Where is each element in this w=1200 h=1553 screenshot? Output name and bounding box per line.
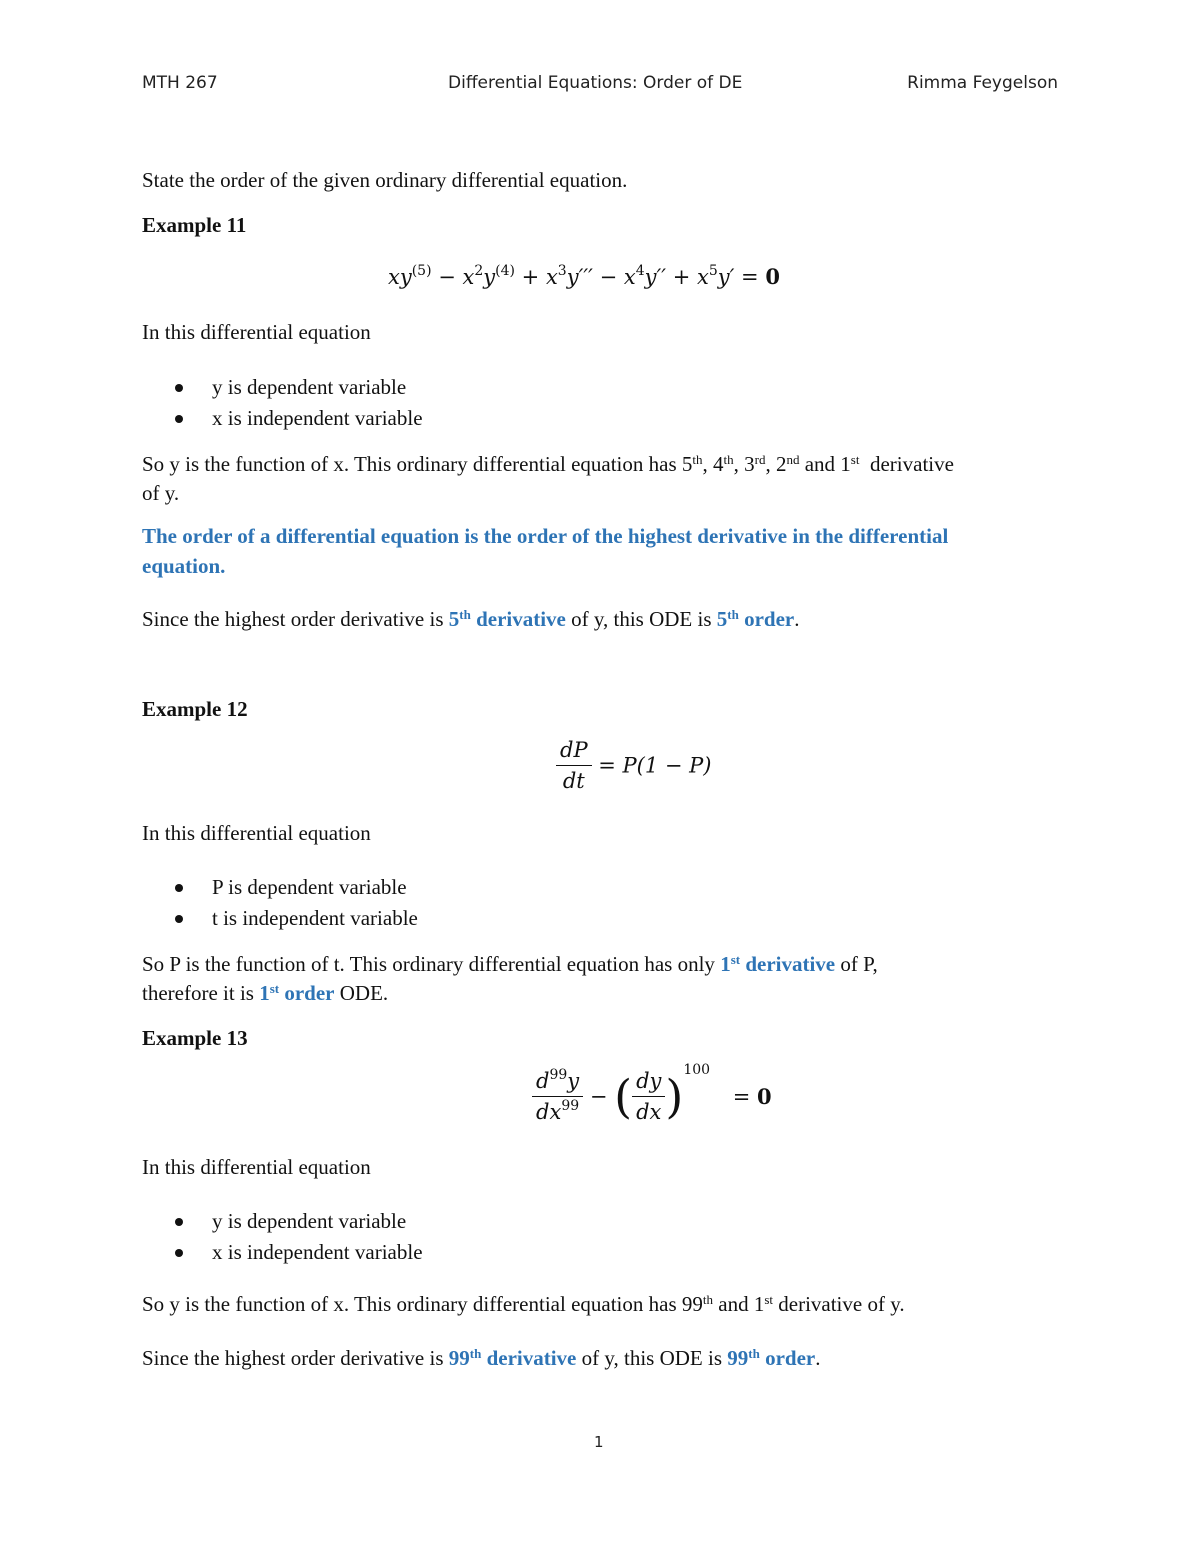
eq11-op: − — [431, 265, 463, 289]
highlight: 1 — [720, 952, 731, 976]
highlight: order — [279, 981, 335, 1005]
eq11-sup: 3 — [557, 263, 567, 279]
ordinal-sup: th — [723, 452, 734, 467]
eq11-sup: 4 — [635, 263, 645, 279]
list-item: P is dependent variable — [175, 872, 418, 903]
example-11-conclusion — [142, 604, 799, 634]
highlight: order — [738, 607, 795, 631]
right-paren: ) — [665, 1069, 684, 1124]
example-12-so-line-2 — [142, 978, 388, 1008]
highlight: derivative — [481, 1346, 577, 1370]
example-11-equation — [388, 264, 780, 289]
highlight: 5 — [448, 607, 460, 631]
text-run: of y, this ODE is — [576, 1346, 728, 1370]
eq11-sup: 5 — [708, 263, 718, 279]
text-run: Since the highest order derivative is — [142, 1346, 449, 1370]
page-number: 1 — [594, 1433, 604, 1451]
example-13-title: Example 13 — [142, 1026, 248, 1050]
left-paren: ( — [614, 1069, 633, 1124]
ordinal-sup: st — [764, 1292, 773, 1307]
fraction-numerator: dy — [632, 1068, 665, 1097]
example-12-so-line-1 — [142, 949, 878, 979]
eq13-term: y — [567, 1069, 580, 1093]
fraction — [532, 1068, 583, 1125]
ordinal-sup: th — [469, 1346, 482, 1361]
eq11-sup: (5) — [411, 263, 432, 279]
example-13-equation — [532, 1062, 772, 1125]
example-11-in-this: In this differential equation — [142, 320, 371, 344]
ordinal-sup: st — [269, 981, 280, 996]
eq13-sup: 99 — [561, 1098, 580, 1114]
text-run: So P is the function of t. This ordinary differential equation has only — [142, 952, 721, 976]
list-item: t is independent variable — [175, 903, 418, 934]
text-run: So y is the function of x. This ordinary differential equation has 99 — [142, 1292, 703, 1316]
highlight: 99 — [448, 1346, 470, 1370]
example-11-bullets — [175, 372, 423, 434]
example-11-so-line-1 — [142, 449, 954, 479]
eq11-op: = — [734, 265, 766, 289]
eq11-zero: 0 — [765, 264, 780, 289]
ordinal-sup: st — [850, 452, 860, 467]
fraction-numerator — [532, 1068, 583, 1097]
eq12-rhs: = P(1 − P) — [591, 753, 712, 778]
definition-line-2: equation. — [142, 554, 226, 578]
eq11-sup: 2 — [474, 263, 484, 279]
eq13-zero: 0 — [757, 1084, 772, 1109]
eq11-sup: (4) — [495, 263, 515, 279]
eq13-term: dx — [536, 1100, 562, 1124]
highlight: order — [759, 1346, 816, 1370]
header-author: Rimma Feygelson — [907, 73, 1058, 93]
fraction-denominator — [532, 1097, 583, 1125]
definition-line-1: The order of a differential equation is the order of the highest derivative in the differential — [142, 524, 949, 548]
eq13-sup: 99 — [549, 1067, 568, 1083]
example-12-title: Example 12 — [142, 697, 248, 721]
example-13-so-line — [142, 1289, 905, 1319]
highlight: 99 — [727, 1346, 749, 1370]
eq13-term: d — [536, 1069, 550, 1093]
fraction-numerator: dP — [556, 737, 592, 766]
text-run: ODE. — [334, 981, 389, 1005]
list-item: x is independent variable — [175, 403, 423, 434]
eq11-term: x — [545, 265, 558, 289]
eq11-term: x — [623, 265, 636, 289]
highlight: 1 — [259, 981, 270, 1005]
eq11-op: + — [666, 265, 697, 289]
ordinal-sup: rd — [754, 452, 766, 467]
fraction-denominator: dx — [636, 1100, 662, 1124]
ordinal-sup: th — [748, 1346, 760, 1361]
text-run: . — [815, 1346, 821, 1370]
text-run: and 1 — [799, 452, 851, 476]
text-run: , 3 — [733, 452, 755, 476]
example-13-bullets — [175, 1206, 423, 1268]
ordinal-sup: th — [459, 607, 471, 622]
text-run: therefore it is — [142, 981, 260, 1005]
ordinal-sup: th — [727, 607, 739, 622]
ordinal-sup: th — [702, 1292, 713, 1307]
eq11-term: x — [462, 265, 475, 289]
text-run: derivative of y. — [773, 1292, 905, 1316]
highlight: derivative — [470, 607, 566, 631]
list-item: y is dependent variable — [175, 1206, 423, 1237]
text-run: . — [794, 607, 800, 631]
example-11-title: Example 11 — [142, 213, 247, 237]
intro-text: State the order of the given ordinary differential equation. — [142, 168, 628, 192]
example-12-in-this: In this differential equation — [142, 821, 371, 845]
text-run: Since the highest order derivative is — [142, 607, 449, 631]
eq13-minus: − — [583, 1084, 615, 1109]
header-title: Differential Equations: Order of DE — [448, 73, 743, 93]
eq13-equals: = — [726, 1084, 758, 1109]
list-item: y is dependent variable — [175, 372, 423, 403]
eq11-term: xy — [388, 265, 412, 289]
text-run: derivative — [859, 452, 954, 476]
header-course: MTH 267 — [142, 73, 218, 93]
fraction-denominator: dt — [562, 769, 585, 793]
example-12-equation — [556, 737, 711, 794]
example-12-bullets — [175, 872, 418, 934]
eq11-term: x — [696, 265, 709, 289]
text-run: , 4 — [702, 452, 724, 476]
highlight: derivative — [740, 952, 836, 976]
eq11-term: y′ — [717, 265, 735, 289]
text-run: of y, this ODE is — [565, 607, 717, 631]
eq11-op: + — [515, 265, 546, 289]
text-run: of P, — [835, 952, 878, 976]
inner-fraction — [632, 1068, 665, 1125]
eq11-term: y — [483, 265, 496, 289]
eq11-term: y′′′ — [566, 265, 593, 289]
eq11-op: − — [592, 265, 624, 289]
example-13-conclusion — [142, 1343, 820, 1373]
text-run: , 2 — [765, 452, 787, 476]
ordinal-sup: nd — [786, 452, 800, 467]
text-run: and 1 — [713, 1292, 765, 1316]
eq13-power: 100 — [683, 1062, 711, 1078]
ordinal-sup: th — [692, 452, 703, 467]
text-run: So y is the function of x. This ordinary differential equation has 5 — [142, 452, 693, 476]
list-item: x is independent variable — [175, 1237, 423, 1268]
eq11-term: y′′ — [644, 265, 667, 289]
fraction — [556, 737, 592, 794]
example-11-so-line-2: of y. — [142, 481, 180, 505]
example-13-in-this: In this differential equation — [142, 1155, 371, 1179]
ordinal-sup: st — [730, 952, 741, 967]
highlight: 5 — [716, 607, 728, 631]
